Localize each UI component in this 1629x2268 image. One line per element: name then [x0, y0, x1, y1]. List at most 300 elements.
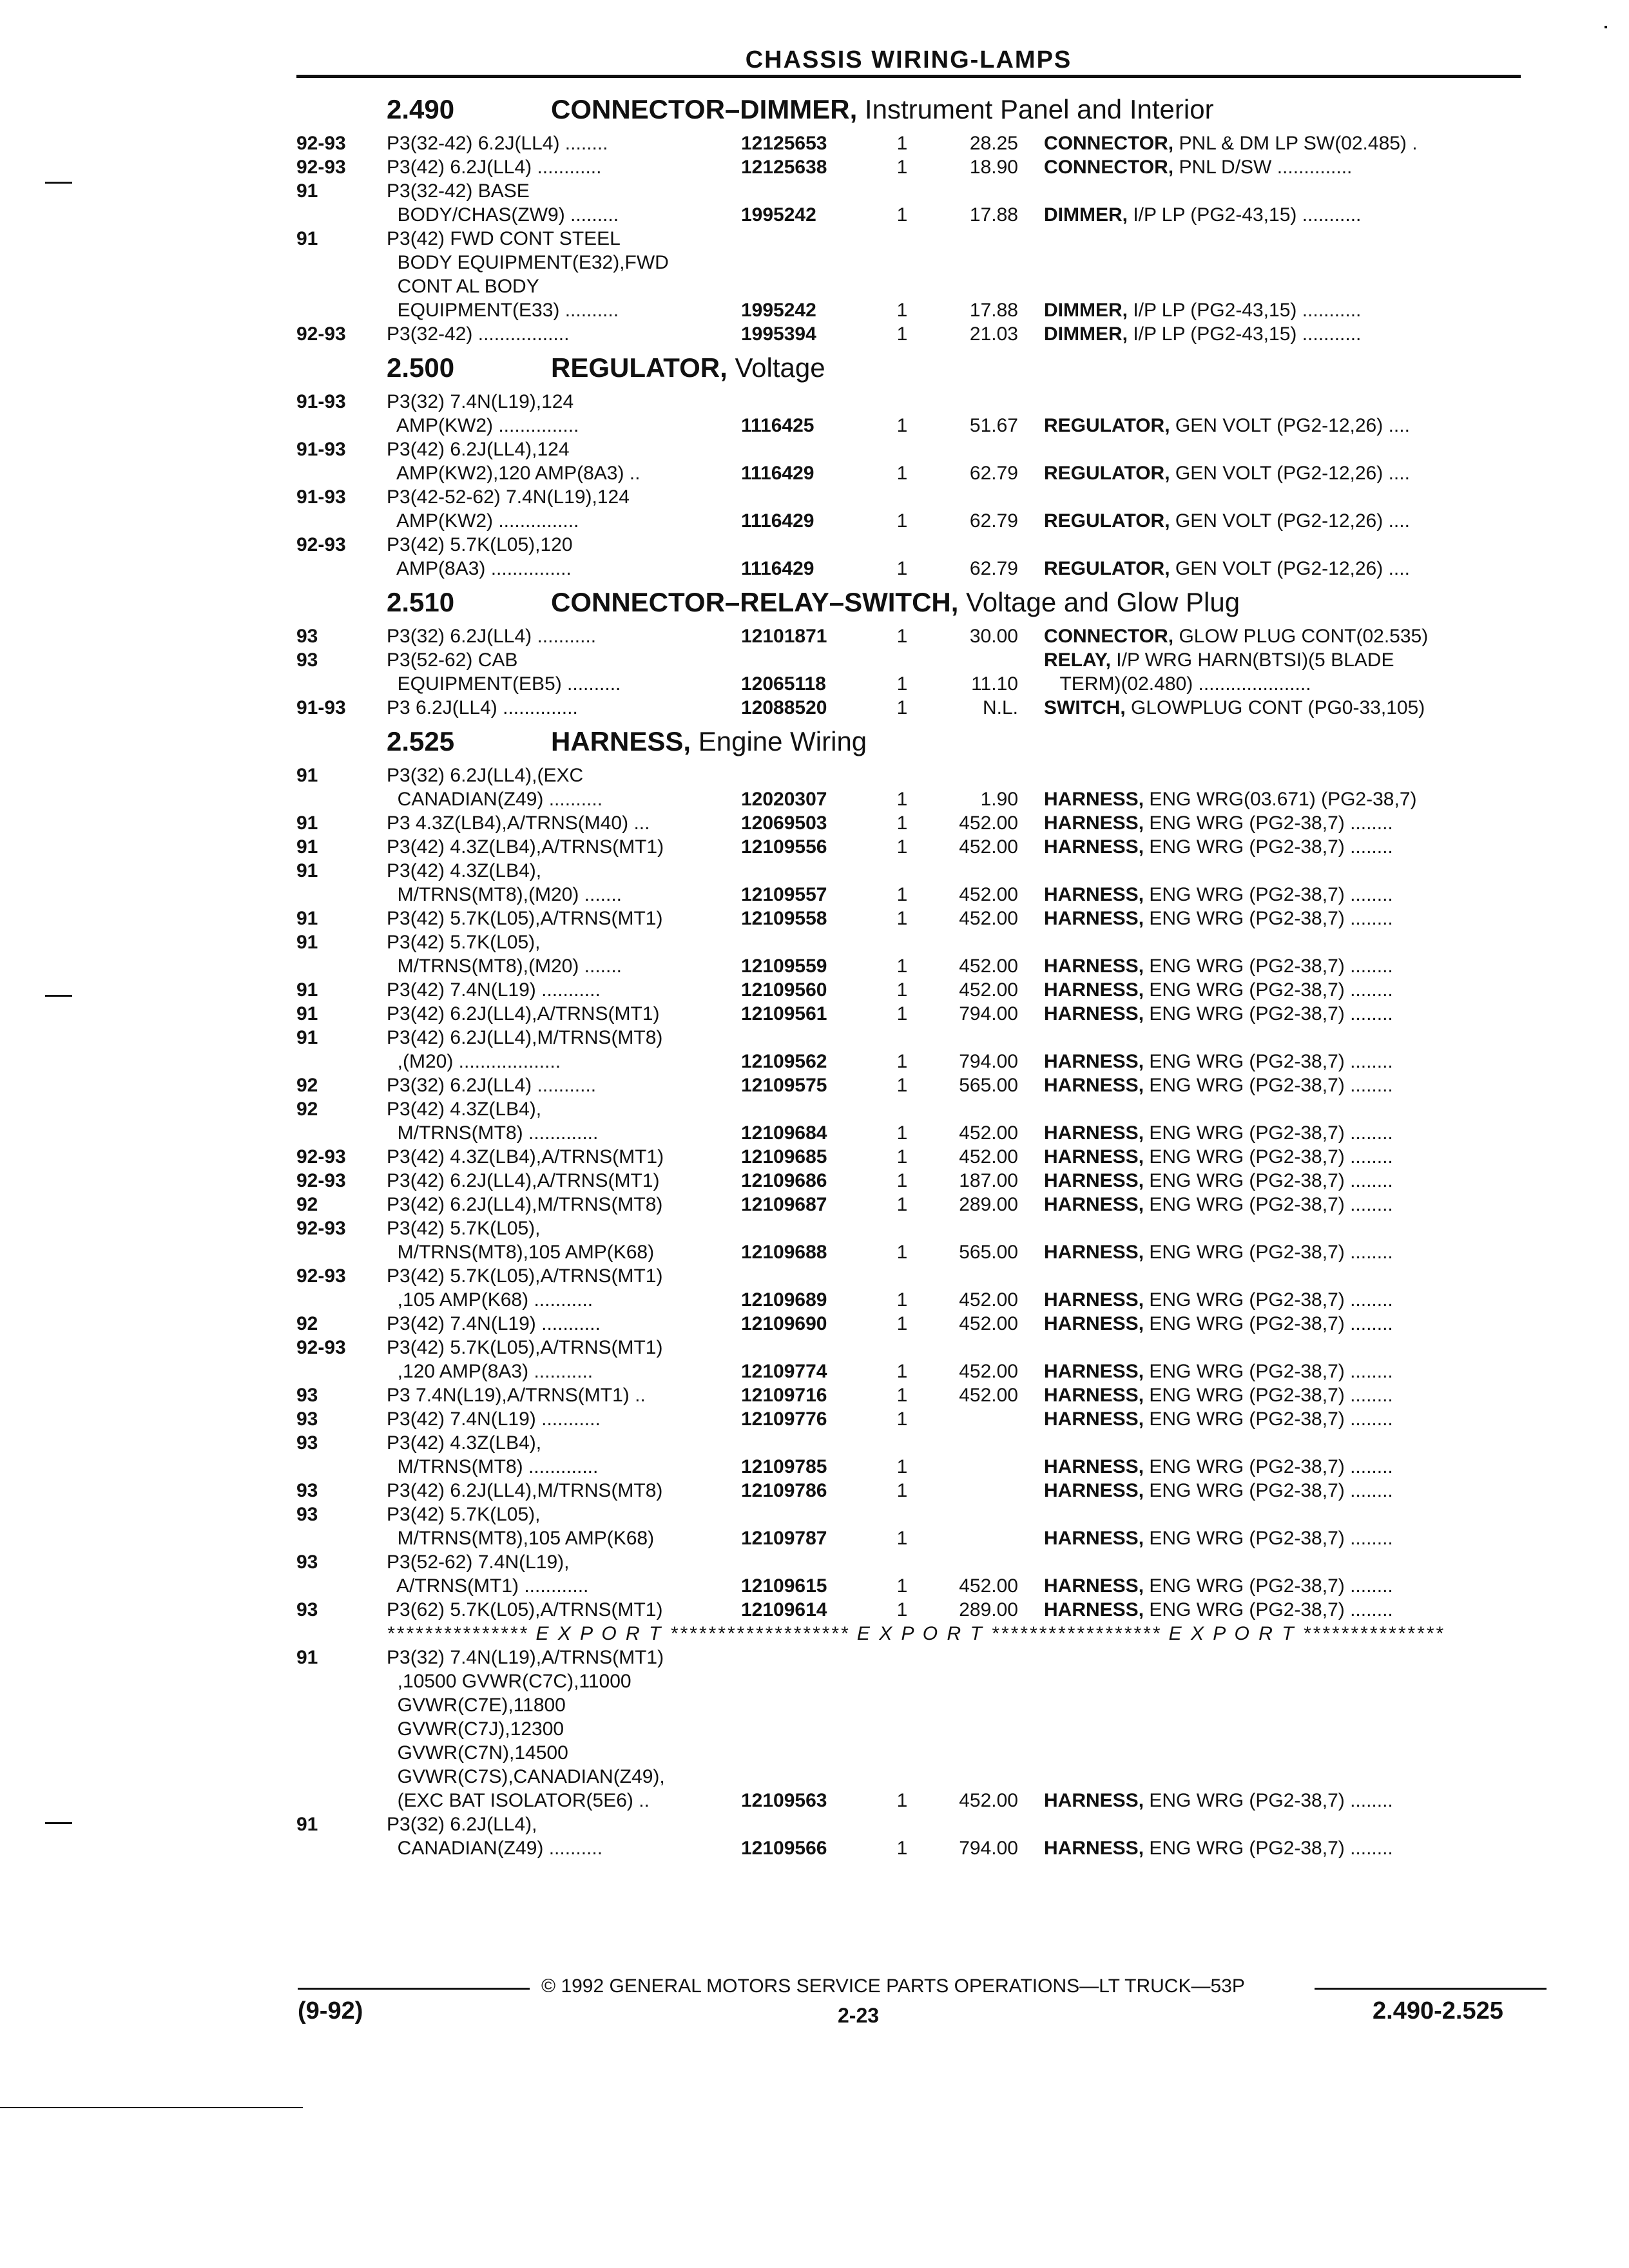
- name-line: [1044, 1002, 1521, 1026]
- part-number-cell: [741, 179, 883, 227]
- name-bold: HARNESS,: [1044, 789, 1144, 810]
- price-cell: [921, 648, 1044, 696]
- description-line: GVWR(C7J),12300: [387, 1718, 564, 1740]
- description-line: P3(42) 7.4N(L19) ...........: [387, 1313, 601, 1334]
- quantity-cell: [883, 1503, 921, 1550]
- quantity: 1: [896, 558, 908, 579]
- quantity-cell: [883, 1383, 921, 1407]
- part-name: [1044, 1026, 1521, 1073]
- part-row: [296, 1264, 1540, 1312]
- name-text: ENG WRG (PG2-38,7) ........: [1144, 1242, 1393, 1263]
- quantity: 1: [896, 1790, 908, 1811]
- description-line: P3(52-62) CAB: [387, 649, 518, 671]
- footer-copyright: © 1992 GENERAL MOTORS SERVICE PARTS OPERATIONS—LT TRUCK—53P: [541, 1975, 1245, 1997]
- part-name: [1044, 1002, 1521, 1026]
- part-name: [1044, 227, 1521, 322]
- description-line: P3(42-52-62) 7.4N(L19),124: [387, 486, 630, 508]
- name-text: GLOW PLUG CONT(02.535): [1173, 626, 1429, 647]
- model-year: 93: [296, 1385, 318, 1406]
- quantity-cell: [883, 764, 921, 811]
- price-cell: [921, 696, 1044, 720]
- description-line: P3(42) 6.2J(LL4) ............: [387, 157, 602, 178]
- price-cell: [921, 179, 1044, 227]
- quantity-cell: [883, 907, 921, 930]
- name-bold: HARNESS,: [1044, 836, 1144, 858]
- name-line: [1044, 696, 1521, 720]
- name-bold: RELAY,: [1044, 649, 1111, 671]
- part-description: [387, 322, 741, 346]
- model-year: 91-93: [296, 439, 346, 460]
- price: 452.00: [959, 812, 1018, 834]
- part-row: [296, 485, 1540, 533]
- part-description: [387, 1598, 741, 1622]
- model-year: 91-93: [296, 697, 346, 718]
- description-line: P3 6.2J(LL4) ..............: [387, 697, 578, 718]
- model-year: 93: [296, 626, 318, 647]
- name-line: [1044, 811, 1521, 835]
- name-text: ENG WRG (PG2-38,7) ........: [1144, 1194, 1393, 1215]
- name-text: I/P LP (PG2-43,15) ...........: [1128, 300, 1362, 321]
- part-row: [296, 1812, 1540, 1860]
- name-line: [1044, 978, 1521, 1002]
- part-row: [296, 1383, 1540, 1407]
- description-line: P3(32-42) BASE: [387, 180, 530, 202]
- part-row: [296, 624, 1540, 648]
- quantity: 1: [896, 1075, 908, 1096]
- name-line: [1044, 1598, 1521, 1622]
- part-number-cell: [741, 1026, 883, 1073]
- name-bold: DIMMER,: [1044, 204, 1128, 226]
- description-line: P3(42) 6.2J(LL4),M/TRNS(MT8): [387, 1480, 663, 1501]
- price-cell: [921, 1169, 1044, 1193]
- part-number: 12109690: [741, 1313, 827, 1334]
- price: 11.10: [971, 673, 1018, 695]
- part-description: [387, 859, 741, 907]
- quantity-cell: [883, 1431, 921, 1479]
- price-cell: [921, 1336, 1044, 1383]
- footer-rule-right: [1315, 1988, 1547, 1990]
- name-text: ENG WRG (PG2-38,7) ........: [1144, 1408, 1393, 1430]
- price-cell: [921, 1193, 1044, 1216]
- part-name: [1044, 322, 1521, 346]
- quantity: 1: [896, 1146, 908, 1168]
- header-rule: [296, 75, 1521, 78]
- quantity-cell: [883, 322, 921, 346]
- part-description: [387, 1169, 741, 1193]
- part-name: [1044, 1145, 1521, 1169]
- description-line: P3(42) 5.7K(L05),A/TRNS(MT1): [387, 908, 663, 929]
- price-cell: [921, 1097, 1044, 1145]
- part-number-cell: [741, 1002, 883, 1026]
- description-line: P3(32-42) .................: [387, 323, 570, 345]
- quantity: 1: [896, 697, 908, 718]
- price: 452.00: [959, 1146, 1018, 1168]
- part-row: [296, 1216, 1540, 1264]
- price-cell: [921, 624, 1044, 648]
- name-line: [1044, 648, 1521, 672]
- price: 794.00: [959, 1051, 1018, 1072]
- description-line: (EXC BAT ISOLATOR(5E6) ..: [387, 1790, 650, 1811]
- part-number: 12109562: [741, 1051, 827, 1072]
- description-line: M/TRNS(MT8),(M20) .......: [387, 884, 622, 905]
- part-number-cell: [741, 1383, 883, 1407]
- price: 289.00: [959, 1194, 1018, 1215]
- name-line: [1044, 298, 1521, 322]
- part-number: 12109556: [741, 836, 827, 858]
- price: 18.90: [969, 157, 1018, 178]
- part-row: [296, 1503, 1540, 1550]
- price: N.L.: [982, 697, 1018, 718]
- name-bold: HARNESS,: [1044, 956, 1144, 977]
- section-title-rest: Voltage and Glow Plug: [958, 587, 1240, 617]
- model-year: 93: [296, 649, 318, 671]
- part-description: [387, 1002, 741, 1026]
- description-line: M/TRNS(MT8) .............: [387, 1456, 599, 1477]
- quantity-cell: [883, 1216, 921, 1264]
- quantity: 1: [896, 1361, 908, 1382]
- part-number-cell: [741, 859, 883, 907]
- name-text: ENG WRG (PG2-38,7) ........: [1144, 1146, 1393, 1168]
- name-text: ENG WRG (PG2-38,7) ........: [1144, 1051, 1393, 1072]
- quantity: 1: [896, 1528, 908, 1549]
- quantity: 1: [896, 1599, 908, 1620]
- section-title-bold: REGULATOR,: [551, 352, 728, 383]
- name-bold: CONNECTOR,: [1044, 133, 1174, 154]
- part-row: [296, 648, 1540, 696]
- name-line: [1044, 954, 1521, 978]
- quantity-cell: [883, 1812, 921, 1860]
- name-bold: HARNESS,: [1044, 1838, 1144, 1859]
- quantity-cell: [883, 390, 921, 437]
- model-year: 92-93: [296, 1218, 346, 1239]
- quantity: 1: [896, 1480, 908, 1501]
- name-text: I/P LP (PG2-43,15) ...........: [1128, 204, 1362, 226]
- description-line: M/TRNS(MT8),(M20) .......: [387, 956, 622, 977]
- section-code: 2.525: [387, 726, 455, 756]
- description-line: GVWR(C7E),11800: [387, 1695, 566, 1716]
- quantity: 1: [896, 1408, 908, 1430]
- description-line: P3(42) 7.4N(L19) ...........: [387, 1408, 601, 1430]
- footer-date: (9-92): [298, 1997, 363, 2024]
- model-year: 92-93: [296, 133, 346, 154]
- price-cell: [921, 1264, 1044, 1312]
- model-year: 91: [296, 1814, 318, 1835]
- part-row: [296, 155, 1540, 179]
- section-title-bold: HARNESS,: [551, 726, 691, 756]
- name-text: ENG WRG (PG2-38,7) ........: [1144, 1838, 1393, 1859]
- description-line: AMP(KW2) ...............: [387, 415, 579, 436]
- part-name: [1044, 1193, 1521, 1216]
- model-year: 92-93: [296, 323, 346, 345]
- description-line: P3(42) 4.3Z(LB4),: [387, 1099, 542, 1120]
- part-name: [1044, 1073, 1521, 1097]
- quantity: 1: [896, 510, 908, 532]
- part-name: [1044, 1407, 1521, 1431]
- name-text: ENG WRG (PG2-38,7) ........: [1144, 812, 1393, 834]
- quantity: 1: [896, 836, 908, 858]
- description-line: P3(42) 5.7K(L05),A/TRNS(MT1): [387, 1265, 663, 1287]
- part-number-cell: [741, 1312, 883, 1336]
- part-description: [387, 533, 741, 581]
- quantity: 1: [896, 300, 908, 321]
- quantity-cell: [883, 1407, 921, 1431]
- price: 794.00: [959, 1003, 1018, 1024]
- price-cell: [921, 978, 1044, 1002]
- description-line: P3(32) 6.2J(LL4),(EXC: [387, 765, 584, 786]
- model-year: 93: [296, 1599, 318, 1620]
- name-text: ENG WRG (PG2-38,7) ........: [1144, 1575, 1393, 1597]
- quantity: 1: [896, 463, 908, 484]
- part-number-cell: [741, 1169, 883, 1193]
- model-year: 92-93: [296, 157, 346, 178]
- part-row: [296, 978, 1540, 1002]
- name-bold: HARNESS,: [1044, 1408, 1144, 1430]
- part-name: [1044, 764, 1521, 811]
- description-line: P3(42) 5.7K(L05),: [387, 1504, 541, 1525]
- name-bold: HARNESS,: [1044, 1575, 1144, 1597]
- price: 452.00: [959, 956, 1018, 977]
- part-name: [1044, 1383, 1521, 1407]
- part-number: 12109685: [741, 1146, 827, 1168]
- part-name: [1044, 859, 1521, 907]
- name-text: GEN VOLT (PG2-12,26) ....: [1170, 510, 1410, 532]
- price-cell: [921, 1407, 1044, 1431]
- price: 289.00: [959, 1599, 1018, 1620]
- part-row: [296, 131, 1540, 155]
- name-line: [1044, 1836, 1521, 1860]
- price-cell: [921, 227, 1044, 322]
- margin-mark: [45, 995, 72, 997]
- part-number: 1116429: [741, 463, 815, 484]
- description-line: A/TRNS(MT1) ............: [387, 1575, 589, 1597]
- name-bold: HARNESS,: [1044, 1790, 1144, 1811]
- price-cell: [921, 131, 1044, 155]
- price: 794.00: [959, 1838, 1018, 1859]
- part-number: 12109688: [741, 1242, 827, 1263]
- name-text: ENG WRG (PG2-38,7) ........: [1144, 1289, 1393, 1311]
- part-name: [1044, 1503, 1521, 1550]
- name-bold: HARNESS,: [1044, 1122, 1144, 1144]
- price-cell: [921, 1002, 1044, 1026]
- section-heading: [296, 349, 1540, 390]
- description-line: P3(32) 7.4N(L19),A/TRNS(MT1): [387, 1647, 664, 1668]
- part-number-cell: [741, 1073, 883, 1097]
- part-number-cell: [741, 131, 883, 155]
- price: 51.67: [969, 415, 1018, 436]
- part-name: [1044, 811, 1521, 835]
- quantity: 1: [896, 1194, 908, 1215]
- name-text: ENG WRG (PG2-38,7) ........: [1144, 1170, 1393, 1191]
- price: 21.03: [969, 323, 1018, 345]
- price: 452.00: [959, 836, 1018, 858]
- part-name: [1044, 624, 1521, 648]
- name-line: [1044, 787, 1521, 811]
- part-number-cell: [741, 624, 883, 648]
- description-line: P3(42) 5.7K(L05),: [387, 1218, 541, 1239]
- part-description: [387, 907, 741, 930]
- part-row: [296, 930, 1540, 978]
- quantity: 1: [896, 415, 908, 436]
- model-year: 93: [296, 1432, 318, 1454]
- part-name: [1044, 155, 1521, 179]
- price: 17.88: [969, 204, 1018, 226]
- part-row: [296, 1312, 1540, 1336]
- name-bold: HARNESS,: [1044, 1194, 1144, 1215]
- section-heading: [296, 583, 1540, 624]
- name-bold: HARNESS,: [1044, 1242, 1144, 1263]
- name-line: [1044, 414, 1521, 437]
- part-number: 1995242: [741, 204, 816, 226]
- part-row: [296, 1550, 1540, 1598]
- part-number: 12069503: [741, 812, 827, 834]
- part-number: 12109557: [741, 884, 827, 905]
- model-year: 92: [296, 1194, 318, 1215]
- part-description: [387, 1264, 741, 1312]
- description-line: P3(42) 4.3Z(LB4),A/TRNS(MT1): [387, 836, 664, 858]
- part-number: 12109716: [741, 1385, 827, 1406]
- name-bold: HARNESS,: [1044, 1599, 1144, 1620]
- name-text: I/P WRG HARN(BTSI)(5 BLADE: [1110, 649, 1394, 671]
- name-line: [1044, 883, 1521, 907]
- name-line: [1044, 1360, 1521, 1383]
- part-number-cell: [741, 648, 883, 696]
- part-number-cell: [741, 764, 883, 811]
- description-line: P3 7.4N(L19),A/TRNS(MT1) ..: [387, 1385, 646, 1406]
- price-cell: [921, 437, 1044, 485]
- quantity-cell: [883, 1312, 921, 1336]
- description-line: P3(32) 7.4N(L19),124: [387, 391, 574, 412]
- price-cell: [921, 1312, 1044, 1336]
- part-number-cell: [741, 835, 883, 859]
- part-description: [387, 1312, 741, 1336]
- export-divider: *************** E X P O R T ******************* E X P O R T ****************** E X P O R T ***************: [387, 1623, 1445, 1644]
- name-line: [1044, 1145, 1521, 1169]
- part-description: [387, 835, 741, 859]
- quantity-cell: [883, 1073, 921, 1097]
- part-row: [296, 533, 1540, 581]
- name-line: [1044, 1526, 1521, 1550]
- name-line: [1044, 203, 1521, 227]
- model-year: 91: [296, 765, 318, 786]
- price-cell: [921, 1646, 1044, 1812]
- model-year: 92-93: [296, 1146, 346, 1168]
- part-number: 12109558: [741, 908, 827, 929]
- name-text: I/P LP (PG2-43,15) ...........: [1128, 323, 1362, 345]
- description-line: P3(42) 4.3Z(LB4),: [387, 1432, 542, 1454]
- quantity-cell: [883, 437, 921, 485]
- section-title-rest: Instrument Panel and Interior: [857, 94, 1214, 124]
- name-bold: HARNESS,: [1044, 1480, 1144, 1501]
- quantity: 1: [896, 323, 908, 345]
- part-name: [1044, 131, 1521, 155]
- part-row: [296, 859, 1540, 907]
- description-line: P3(42) 6.2J(LL4),A/TRNS(MT1): [387, 1003, 660, 1024]
- quantity-cell: [883, 696, 921, 720]
- description-line: CANADIAN(Z49) ..........: [387, 789, 603, 810]
- description-line: P3(42) 7.4N(L19) ...........: [387, 979, 601, 1001]
- quantity-cell: [883, 1264, 921, 1312]
- part-row: [296, 811, 1540, 835]
- part-number: 12109566: [741, 1838, 827, 1859]
- part-description: [387, 696, 741, 720]
- model-year: 91: [296, 908, 318, 929]
- name-text: ENG WRG (PG2-38,7) ........: [1144, 1599, 1393, 1620]
- part-number: 12109689: [741, 1289, 827, 1311]
- part-number: 1995242: [741, 300, 816, 321]
- name-line: [1044, 1288, 1521, 1312]
- part-row: [296, 437, 1540, 485]
- price: 452.00: [959, 1289, 1018, 1311]
- part-number: 12109560: [741, 979, 827, 1001]
- quantity: 1: [896, 626, 908, 647]
- price-cell: [921, 1479, 1044, 1503]
- part-name: [1044, 1598, 1521, 1622]
- part-row: [296, 907, 1540, 930]
- part-number: 12109614: [741, 1599, 827, 1620]
- name-line: [1044, 509, 1521, 533]
- price: 565.00: [959, 1242, 1018, 1263]
- name-text: ENG WRG (PG2-38,7) ........: [1144, 1528, 1393, 1549]
- name-text: ENG WRG (PG2-38,7) ........: [1144, 1122, 1393, 1144]
- page-header: CHASSIS WIRING-LAMPS: [745, 46, 1072, 73]
- part-number-cell: [741, 1550, 883, 1598]
- description-line: P3(32) 6.2J(LL4),: [387, 1814, 537, 1835]
- part-name: [1044, 533, 1521, 581]
- name-line: TERM)(02.480) .....................: [1044, 673, 1311, 695]
- part-name: [1044, 1097, 1521, 1145]
- price-cell: [921, 533, 1044, 581]
- quantity: 1: [896, 673, 908, 695]
- model-year: 92: [296, 1099, 318, 1120]
- name-bold: HARNESS,: [1044, 908, 1144, 929]
- price: 1.90: [980, 789, 1018, 810]
- price-cell: [921, 1550, 1044, 1598]
- part-row: [296, 1002, 1540, 1026]
- description-line: CONT AL BODY: [387, 276, 539, 297]
- part-description: [387, 1407, 741, 1431]
- description-line: ,105 AMP(K68) ...........: [387, 1289, 593, 1311]
- name-line: [1044, 624, 1521, 648]
- model-year: 91: [296, 836, 318, 858]
- quantity: 1: [896, 884, 908, 905]
- section-code: 2.500: [387, 352, 455, 383]
- part-name: [1044, 485, 1521, 533]
- description-line: P3(42) 5.7K(L05),: [387, 932, 541, 953]
- name-text: ENG WRG (PG2-38,7) ........: [1144, 884, 1393, 905]
- part-name: [1044, 1169, 1521, 1193]
- description-line: P3(52-62) 7.4N(L19),: [387, 1552, 570, 1573]
- part-description: [387, 155, 741, 179]
- model-year: 93: [296, 1480, 318, 1501]
- quantity: 1: [896, 1456, 908, 1477]
- name-bold: HARNESS,: [1044, 1289, 1144, 1311]
- part-name: [1044, 930, 1521, 978]
- name-bold: REGULATOR,: [1044, 463, 1170, 484]
- part-number-cell: [741, 485, 883, 533]
- footer-page-number: 2-23: [838, 2004, 880, 2027]
- description-line: M/TRNS(MT8),105 AMP(K68): [387, 1528, 655, 1549]
- name-line: [1044, 1073, 1521, 1097]
- part-number-cell: [741, 437, 883, 485]
- name-bold: HARNESS,: [1044, 1528, 1144, 1549]
- description-line: P3(62) 5.7K(L05),A/TRNS(MT1): [387, 1599, 663, 1620]
- part-number: 12065118: [741, 673, 826, 695]
- quantity: 1: [896, 1313, 908, 1334]
- part-description: [387, 1336, 741, 1383]
- name-bold: HARNESS,: [1044, 1003, 1144, 1024]
- name-bold: SWITCH,: [1044, 697, 1126, 718]
- price-cell: [921, 811, 1044, 835]
